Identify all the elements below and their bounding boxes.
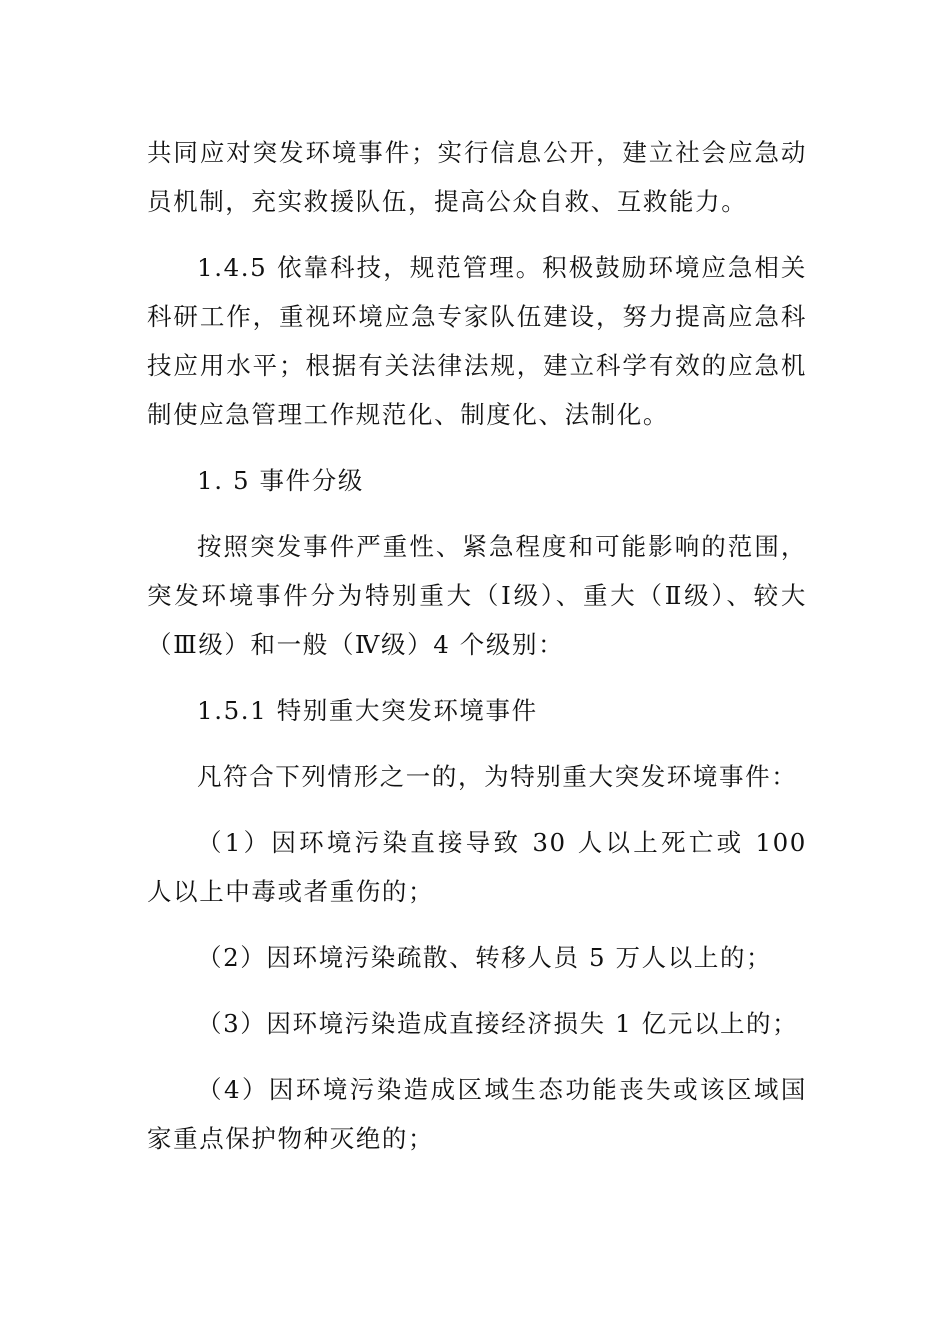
list-item-2: （2）因环境污染疏散、转移人员 5 万人以上的；	[197, 943, 773, 972]
heading-1-5-1: 1.5.1 特别重大突发环境事件	[197, 696, 538, 725]
list-item-3: （3）因环境污染造成直接经济损失 1 亿元以上的；	[197, 1009, 799, 1038]
paragraph-grading: 按照突发事件严重性、紧急程度和可能影响的范围，突发环境事件分为特别重大（Ⅰ级）、重大（Ⅱ级）、较大（Ⅲ级）和一般（Ⅳ级）4 个级别：	[147, 532, 807, 659]
document-body	[147, 128, 807, 1163]
heading-1-5: 1. 5 事件分级	[197, 466, 364, 495]
list-item-4: （4）因环境污染造成区域生态功能丧失或该区域国家重点保护物种灭绝的；	[147, 1075, 807, 1153]
paragraph-1-4-5: 1.4.5 依靠科技，规范管理。积极鼓励环境应急相关科研工作，重视环境应急专家队伍建设，努力提高应急科技应用水平；根据有关法律法规，建立科学有效的应急机制使应急管理工作规范化、制度化、法制化。	[147, 253, 807, 429]
paragraph-criteria-intro: 凡符合下列情形之一的，为特别重大突发环境事件：	[197, 762, 798, 791]
paragraph-continuation: 共同应对突发环境事件；实行信息公开，建立社会应急动员机制，充实救援队伍，提高公众自救、互救能力。	[147, 138, 807, 216]
list-item-1: （1）因环境污染直接导致 30 人以上死亡或 100 人以上中毒或者重伤的；	[147, 828, 807, 906]
